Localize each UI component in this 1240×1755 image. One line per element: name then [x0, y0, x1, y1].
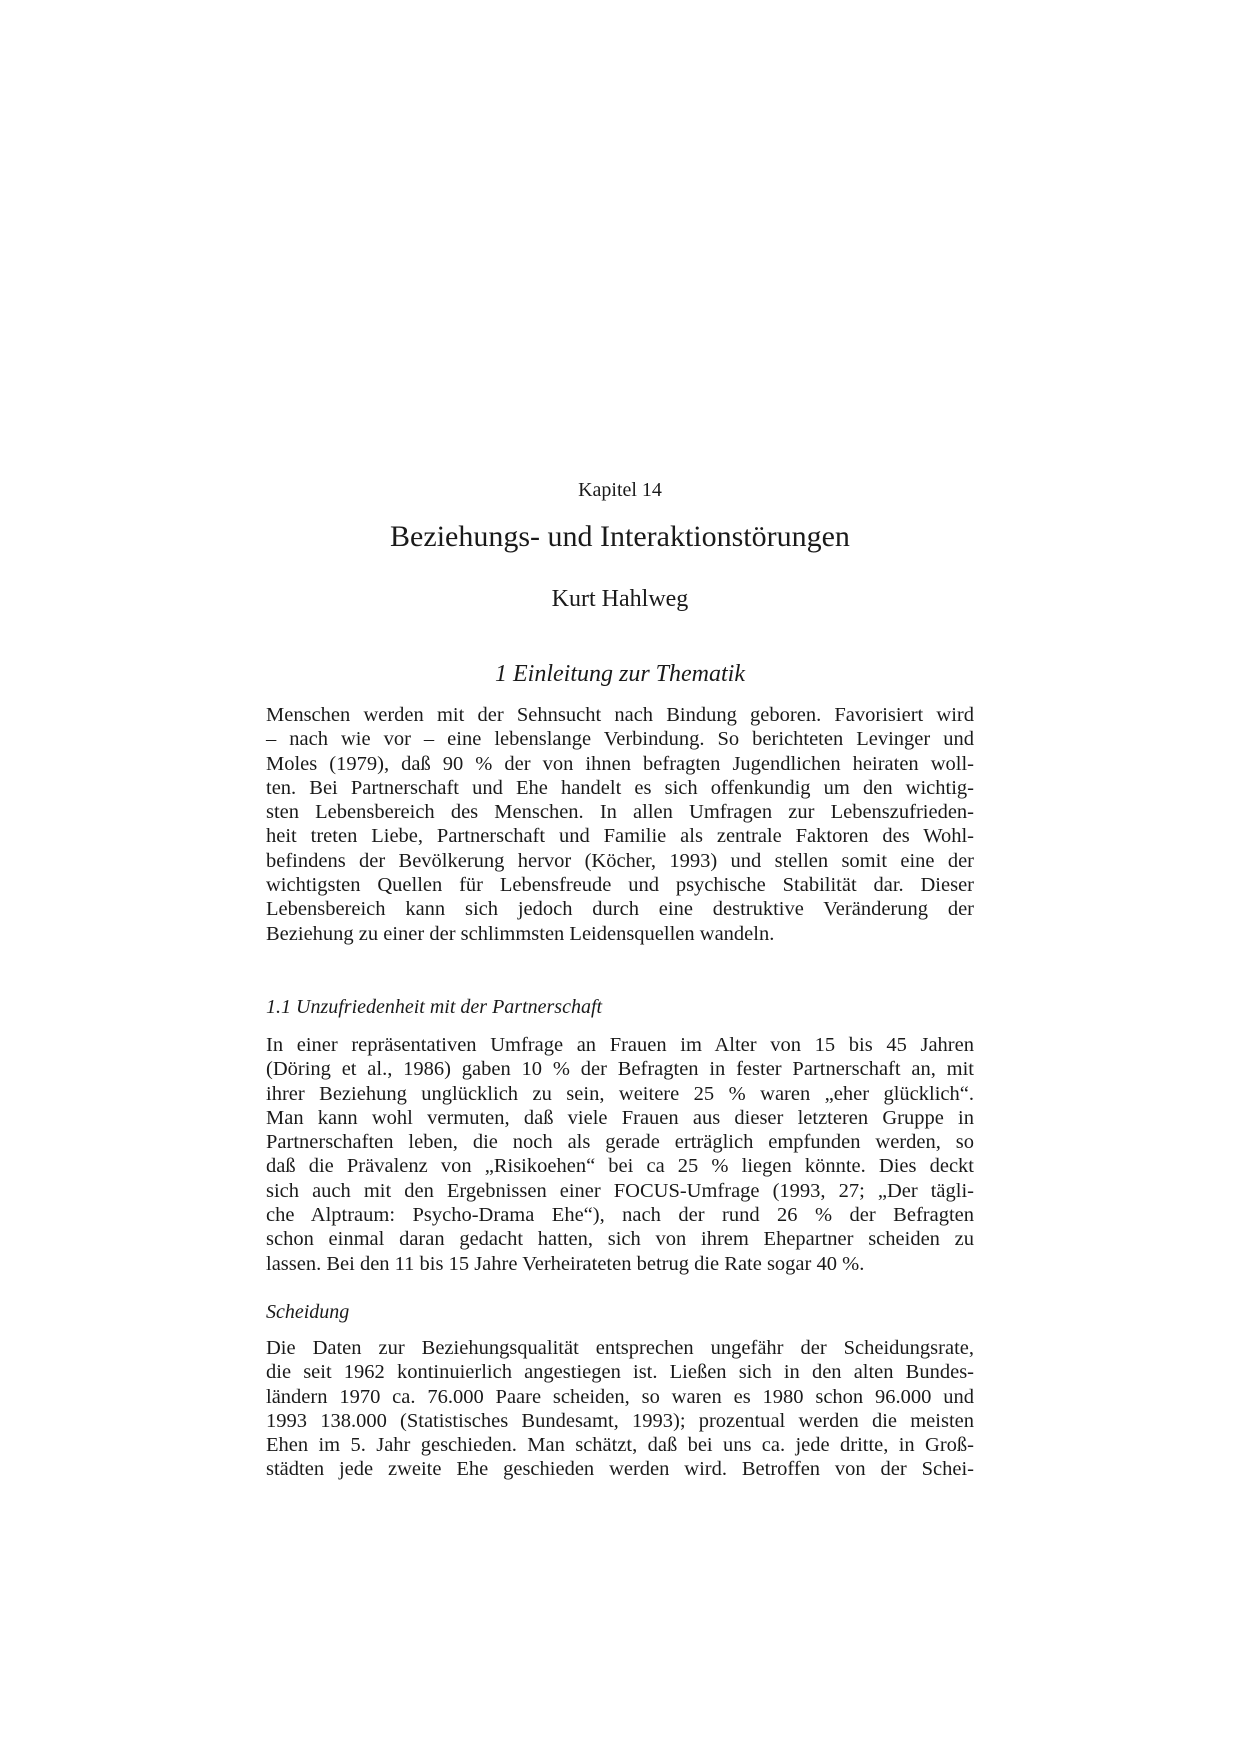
text-line: befindens der Bevölkerung hervor (Köcher, 1993) und stellen somit eine der — [266, 849, 974, 872]
text-line: lassen. Bei den 11 bis 15 Jahre Verheirateten betrug die Rate sogar 40 %. — [266, 1252, 865, 1275]
text-line: ihrer Beziehung unglücklich zu sein, weitere 25 % waren „eher glücklich“. — [266, 1082, 974, 1105]
text-line: ten. Bei Partnerschaft und Ehe handelt es sich offenkundig um den wichtig- — [266, 776, 974, 799]
author-name: Kurt Hahlweg — [551, 586, 689, 612]
book-page — [266, 0, 974, 1755]
text-line: – nach wie vor – eine lebenslange Verbindung. So berichteten Levinger und — [266, 728, 974, 751]
chapter-title: Beziehungs- und Interaktionstörungen — [390, 520, 850, 553]
text-line: In einer repräsentativen Umfrage an Frauen im Alter von 15 bis 45 Jahren — [266, 1034, 974, 1056]
paragraph-unzufriedenheit — [266, 1033, 974, 1276]
text-line: sich auch mit den Ergebnissen einer FOCUS-Umfrage (1993, 27; „Der tägli- — [266, 1179, 974, 1202]
text-line: Die Daten zur Beziehungsqualität entsprechen ungefähr der Scheidungsrate, — [266, 1337, 974, 1359]
text-line: die seit 1962 kontinuierlich angestiegen ist. Ließen sich in den alten Bundes- — [266, 1361, 974, 1384]
text-line: ländern 1970 ca. 76.000 Paare scheiden, so waren es 1980 schon 96.000 und — [266, 1385, 974, 1408]
text-line: städten jede zweite Ehe geschieden werden wird. Betroffen von der Schei- — [266, 1458, 974, 1481]
text-line: 1993 138.000 (Statistisches Bundesamt, 1993); prozentual werden die meisten — [266, 1409, 974, 1432]
text-line: che Alptraum: Psycho-Drama Ehe“), nach der rund 26 % der Befragten — [266, 1204, 974, 1227]
text-line: Moles (1979), daß 90 % der von ihnen befragten Jugendlichen heiraten woll- — [266, 752, 974, 775]
subsection-heading-unzufriedenheit: 1.1 Unzufriedenheit mit der Partnerschaft — [266, 996, 603, 1018]
text-line: Ehen im 5. Jahr geschieden. Man schätzt, daß bei uns ca. jede dritte, in Groß- — [266, 1434, 974, 1457]
text-line: sten Lebensbereich des Menschen. In allen Umfragen zur Lebenszufrieden- — [266, 801, 974, 824]
text-line: Lebensbereich kann sich jedoch durch eine destruktive Veränderung der — [266, 898, 974, 921]
text-line: (Döring et al., 1986) gaben 10 % der Befragten in fester Partnerschaft an, mit — [266, 1058, 974, 1081]
text-line: schon einmal daran gedacht hatten, sich von ihrem Ehepartner scheiden zu — [266, 1228, 974, 1251]
subsection-heading-scheidung: Scheidung — [266, 1301, 350, 1323]
text-line: Menschen werden mit der Sehnsucht nach Bindung geboren. Favorisiert wird — [266, 704, 974, 726]
text-line: Beziehung zu einer der schlimmsten Leidensquellen wandeln. — [266, 922, 775, 945]
section-heading-einleitung: 1 Einleitung zur Thematik — [495, 661, 745, 687]
text-line: heit treten Liebe, Partnerschaft und Familie als zentrale Faktoren des Wohl- — [266, 825, 974, 848]
paragraph-einleitung — [266, 703, 974, 946]
text-line: Man kann wohl vermuten, daß viele Frauen aus dieser letzteren Gruppe in — [266, 1106, 974, 1129]
paragraph-scheidung — [266, 1336, 974, 1482]
text-line: daß die Prävalenz von „Risikoehen“ bei ca 25 % liegen könnte. Dies deckt — [266, 1155, 974, 1178]
text-line: wichtigsten Quellen für Lebensfreude und psychische Stabilität dar. Dieser — [266, 874, 974, 897]
text-line: Partnerschaften leben, die noch als gerade erträglich empfunden werden, so — [266, 1131, 974, 1154]
chapter-label: Kapitel 14 — [578, 479, 662, 501]
